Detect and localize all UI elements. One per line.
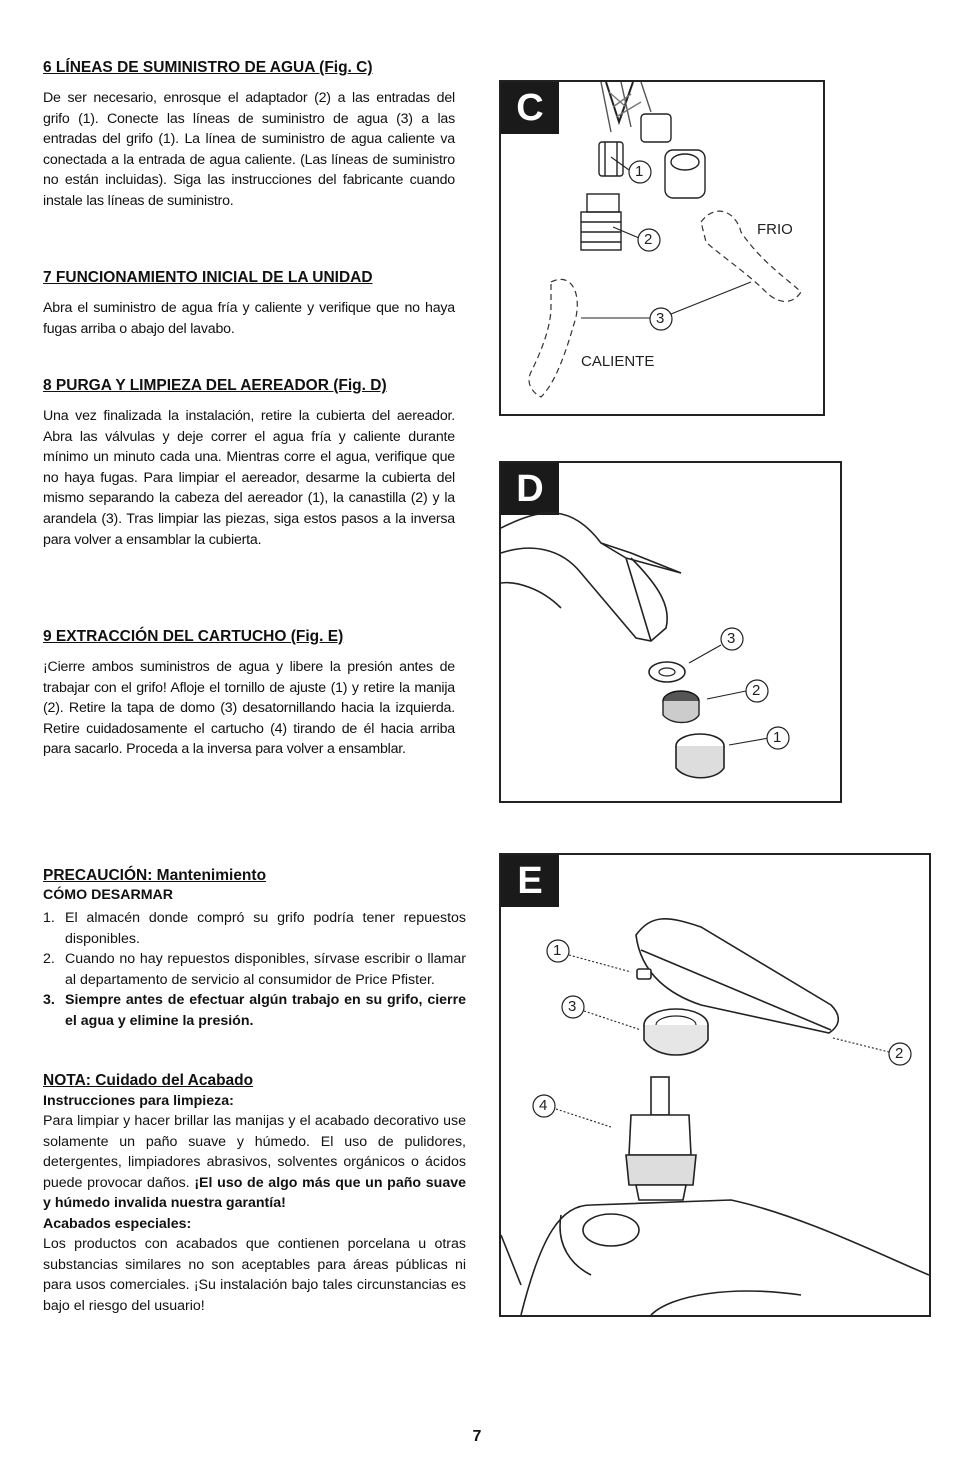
section-7 xyxy=(43,268,455,339)
caution-section xyxy=(43,866,466,1032)
figure-e xyxy=(499,853,931,1317)
figure-c-callout-3: 3 xyxy=(656,310,665,327)
caution-subheading: CÓMO DESARMAR xyxy=(43,887,174,903)
figure-c-callout-2: 2 xyxy=(644,231,653,248)
figure-e-callout-4: 4 xyxy=(539,1097,548,1114)
figure-d-label: D xyxy=(501,463,559,515)
note-section xyxy=(43,1071,466,1316)
note-body2: Los productos con acabados que contienen porcelana u otras substancias similares no son aceptables para áreas públicas ni para usos comerciales. ¡Su instalación bajo tales circunstancias es bajo el riesgo del usuario! xyxy=(43,1235,466,1314)
figure-c-label: C xyxy=(501,82,559,134)
section-9 xyxy=(43,627,455,760)
caution-list xyxy=(43,908,466,1032)
note-sub2: Acabados especiales: xyxy=(43,1215,192,1232)
figure-e-label: E xyxy=(501,855,559,907)
figure-d-callout-1: 1 xyxy=(773,729,782,746)
figure-d-drawing xyxy=(501,463,840,801)
figure-c-caliente-label: CALIENTE xyxy=(581,353,655,370)
section-8-body: Una vez finalizada la instalación, retire la cubierta del aereador. Abra las válvulas y deje correr el agua fría y caliente durante mínimo un minuto cada una. Mientras corre el agua, verifique que no haya fugas. Para limpiar el aereador, desarme la cubierta del mismo separando la cabeza del aereador (1), la canastilla (2) y la arandela (3). Tras limpiar las piezas, siga estos pasos a la inversa para volver a ensamblar la cubierta. xyxy=(43,408,455,548)
section-8 xyxy=(43,376,455,550)
list-item: 3. Siempre antes de efectuar algún trabajo en su grifo, cierre el agua y elimine la presión. xyxy=(43,992,466,1029)
note-heading: NOTA: Cuidado del Acabado xyxy=(43,1072,254,1089)
figure-d-callout-2: 2 xyxy=(752,682,761,699)
section-6-heading: 6 LÍNEAS DE SUMINISTRO DE AGUA (Fig. C) xyxy=(43,59,373,76)
figure-c-frio-label: FRIO xyxy=(757,221,793,238)
section-7-body: Abra el suministro de agua fría y caliente y verifique que no haya fugas arriba o abajo del lavabo. xyxy=(43,300,455,337)
figure-e-drawing xyxy=(501,855,929,1315)
section-7-heading: 7 FUNCIONAMIENTO INICIAL DE LA UNIDAD xyxy=(43,269,373,286)
figure-c-drawing xyxy=(501,82,823,414)
figure-c xyxy=(499,80,825,416)
list-item: 1. El almacén donde compró su grifo podría tener repuestos disponibles. xyxy=(43,910,466,947)
section-9-body: ¡Cierre ambos suministros de agua y libere la presión antes de trabajar con el grifo! Afloje el tornillo de ajuste (1) y retire la manija (2). Retire la tapa de domo (3) desatornillando hacia la izquierda. Retire cuidadosamente el cartucho (4) tirando de él hacia arriba para sacarlo. Proceda a la inversa para volver a ensamblar. xyxy=(43,659,455,758)
figure-e-callout-3: 3 xyxy=(568,998,577,1015)
section-8-heading: 8 PURGA Y LIMPIEZA DEL AEREADOR (Fig. D) xyxy=(43,377,387,394)
list-item: 2. Cuando no hay repuestos disponibles, sírvase escribir o llamar al departamento de servicio al consumidor de Price Pfister. xyxy=(43,951,466,988)
page-number: 7 xyxy=(472,1428,482,1445)
note-sub1: Instrucciones para limpieza: xyxy=(43,1093,234,1109)
note-body1: Para limpiar y hacer brillar las manijas y el acabado decorativo use solamente un paño suave y húmedo. El uso de pulidores, detergentes, limpiadores abrasivos, solventes orgánicos o ácidos puede provocar daños. ¡El uso de algo más que un paño suave y húmedo invalida nuestra garantía! xyxy=(43,1113,466,1212)
figure-e-callout-1: 1 xyxy=(553,942,562,959)
figure-d-callout-3: 3 xyxy=(727,630,736,647)
section-6 xyxy=(43,58,455,212)
caution-heading: PRECAUCIÓN: Mantenimiento xyxy=(43,867,267,884)
section-9-heading: 9 EXTRACCIÓN DEL CARTUCHO (Fig. E) xyxy=(43,628,344,645)
figure-c-callout-1: 1 xyxy=(635,163,644,180)
section-6-body: De ser necesario, enrosque el adaptador (2) a las entradas del grifo (1). Conecte las líneas de suministro de agua (3) a las entradas del grifo (1). La línea de suministro de agua caliente va conectada a la entrada de agua caliente. (Las líneas de suministro no están incluidas). Siga las instrucciones del fabricante cuando instale las líneas de suministro. xyxy=(43,90,455,209)
figure-d xyxy=(499,461,842,803)
figure-e-callout-2: 2 xyxy=(895,1045,904,1062)
